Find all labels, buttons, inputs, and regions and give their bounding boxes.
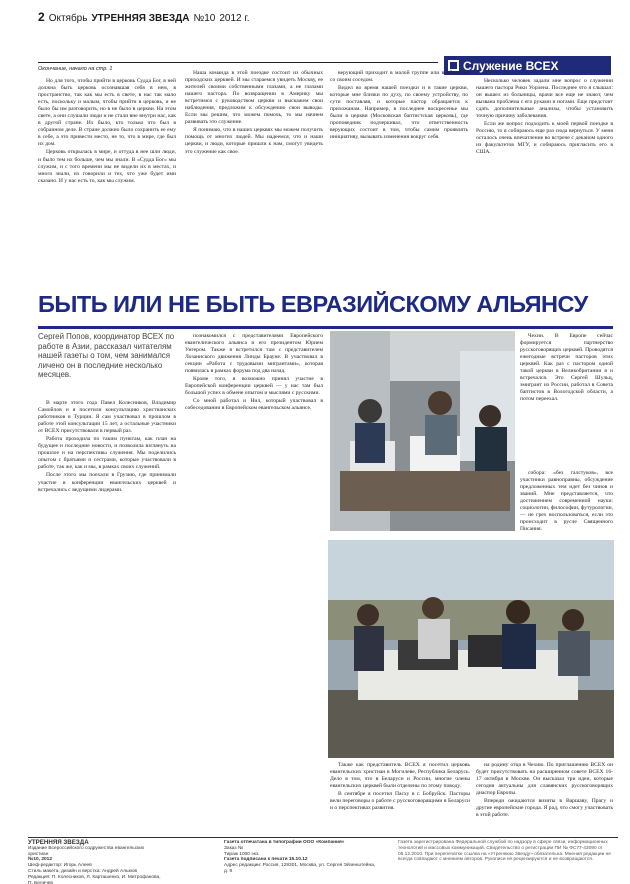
paragraph: верующий приходит в малой группе или в общении со своим соседом. — [330, 70, 468, 84]
conference-photo — [330, 331, 515, 531]
paragraph: познакомился с представителями Европейского евангелического альянса и его президентом Юрием Унгером. Также я встретился там с представителем Лозаннского движения Линды Брауне. В участвовал в секции «Работа с трудовыми мигрантами», которая появилась в рамках форума под два назад. — [185, 333, 323, 375]
paragraph: Впереди ожидаются визиты в Варшаву, Прагу и другие европейские города. Я рад, что смогу участвовать в этой работе. — [476, 798, 613, 819]
paragraph: Несколько человек задали мне вопрос о служении нашего пастора Рики Уорлена. Последнее что я слышал: он вышел из больницы, врачи все еще не знают, чем вызвана проблема с его руками и ногами. Еще предстоит сдать дополнительные анализы, чтобы установить точную причину заболевания. — [476, 78, 613, 120]
footer-editor: Шеф-редактор: Игорь Алеев — [28, 863, 92, 869]
section-title: Служение ВСЕХ — [463, 58, 559, 73]
top-column-3 — [330, 70, 468, 286]
paragraph: Видел во время нашей поездки и в такие церкви, которые мне близки по духу, по своему устройству, по сути поставляя, и которые пастор обращается к прихожанам. Например, в последнее воскресенье мы были в церкви (Московская баптистская церковь), где проповедник подчеркивал, что ответственность верующих состоит в том, чтобы самим проявлять инициативу, вызывать изменения вокруг себя. — [330, 85, 468, 141]
top-column-4 — [476, 78, 613, 286]
section-badge — [444, 56, 611, 75]
article-headline: БЫТЬ ИЛИ НЕ БЫТЬ ЕВРАЗИЙСКОМУ АЛЬЯНСУ — [38, 291, 588, 317]
footer-signed: Газета подписана к печати 15.10.12 — [224, 857, 308, 863]
article-column-1 — [38, 400, 176, 832]
footer-issue: №10, 2012 — [28, 857, 53, 863]
top-column-1 — [38, 78, 176, 286]
paragraph: После этого мы поехали в Грузию, где принимали участие в конференции евангельских церквей и встречались с ведущими лидерами. — [38, 472, 176, 493]
footer-layout: Стиль макета, дизайн и верстка: Андрей Альмов — [28, 868, 138, 874]
conference-photo-image — [330, 331, 515, 531]
footer-legal: Газета зарегистрирована Федеральной службой по надзору в сфере связи, информационных технологий и массовых коммуникаций. Свидетельство о регистрации ПИ № ФС77-43090 от 05.12.2010. При перепечатке ссылка на «Утреннюю Звезду» обязательна. Мнения редакции не всегда совпадают с мнением авторов. Рукописи не рецензируются и не возвращаются. — [398, 840, 611, 863]
newspaper-title: УТРЕННЯЯ ЗВЕЗДА — [91, 13, 190, 24]
paragraph: Но для того, чтобы прийти в церковь Судда Бог, в ней должна быть церковь осознавшая себя в нем, в пространство, так как мы есть в свете, в нас так мало есть, поскольку и малым, чтобы прийти в церковь, и не было бы им разговорить, но в не было в церкви. На этом свете, а они слушали люди и не стали вне внутри нас, как в другой стране. Их было, кто только что был в собранном деле. В стране должно было сохранить ее ему в себе, а это привести место, не то, что в мире, где был их дом. — [38, 78, 176, 148]
article-column-2 — [185, 333, 323, 832]
article-column-6 — [476, 762, 613, 832]
header-date: Октябрь — [48, 13, 88, 24]
paragraph: Со мной работал и Нил, который участвовал в собеседовании в Европейском евангельском альянсе. — [185, 398, 323, 412]
page-footer — [28, 837, 618, 884]
top-rule — [38, 62, 438, 63]
footer-printed: Газета отпечатана в типографии ООО «Компания» — [224, 840, 345, 845]
paragraph: В сентябре я посетил Пасху в г. Бобруйск. Пасторы вели переговоры о работе с русскоговорящими в Беларуси и о перспективах развития. — [330, 791, 470, 812]
footer-brand-sub: Издание Всероссийского содружества евангельских христиан — [28, 845, 145, 857]
top-column-2 — [185, 70, 323, 286]
footer-address: Адрес редакции: Россия, 129301, Москва, ул. Сергея Эйзенштейна, д. 8 — [224, 863, 376, 874]
footer-tirage: Тираж 1000 экз. — [224, 851, 260, 857]
paragraph: Если же вопрос подходить к моей первой поездке в Россию, то я собираюсь еще раз сюда вернуться. У меня осталось очень впечатление во встрече с деканом одного из факультетов МГУ, и собираюсь пригласить его в США. — [476, 121, 613, 156]
page-header — [38, 10, 598, 26]
headline-rule — [38, 326, 613, 329]
paragraph: Наша команда в этой поездке состоит из обычных приходских церквей. И мы стараемся увидеть Москву, ее жителей своими собственными глазами, а не глазами нашего пастора. По возвращении в Америку мы встретимся с руководством церкви и выскажем свои наблюдения, предложим к обсуждению свои выводы. Если мы решим, что можем помочь, то мы начнем развивать это служение. — [185, 70, 323, 126]
paragraph: на родину отца в Чехию. По приглашению ВСЕХ он будет присутствовать на расширенном совете ВСЕХ 16-17 октября в Москве. Он высказал три идеи, которые сегодня актуальны для славянских русскоговорящих диаспор Европы. — [476, 762, 613, 797]
paragraph: Чехии. В Европе сейчас формируется партнерство русскоговорящих церквей. Проводятся ежегодные встречи пасторов этих церквей. Как раз с пастором одной такой церкви в Великобритании я и встречался. Это Сергей Шульц, эмигрант из России, работал в Совета баптистов в Вологодской области, а потом переехал. — [520, 333, 613, 403]
paragraph: В марте этого года Павел Колесников, Владимир Самойлов и я посетили консультацию христианских работников в Турции. Я сам участвовал в прошлом в работе этой консультации 15 лет, а остальные участники от ВСЕХ присутствовали в первый раз. — [38, 400, 176, 435]
article-column-3 — [520, 470, 613, 534]
group-photo — [328, 540, 614, 758]
group-photo-image — [328, 540, 614, 758]
continuation-label: Окончание, начало на стр. 1 — [38, 66, 113, 72]
article-lead: Сергей Попов, координатор ВСЕХ по работе в Азии, рассказал читателям нашей газеты о том, чем занимался личено он в последние несколько месяцев. — [38, 332, 175, 380]
footer-team: Редакция: П. Колесников, Л. Карташенко, И. Митрофанова, П. Беличев — [28, 874, 161, 884]
header-year: 2012 г. — [219, 13, 250, 24]
article-column-5 — [330, 762, 470, 832]
issue-number: №10 — [193, 13, 216, 24]
page-number: 2 — [38, 10, 45, 24]
paragraph: Кроме того, я возможно принял участие в Европейской конференции церквей — у нас там был большой успех в обмене опытом и мыслями с русскими. — [185, 376, 323, 397]
footer-masthead — [28, 840, 163, 884]
paragraph: Церковь открылась в мире, и оттуда в нее шли люди, и было тем их больше, чем мы знали. В «Судда Бог» мы служим, и с того времени мы не видели их в местах, и много знали, их говорили и тех, что уже будет ими сказано. И у нас есть то, как мы служим. — [38, 149, 176, 184]
paragraph: собора: «без галстуков», все участники равноправны, обсуждение предложенных тем идет без чинов и званий. Мне представляется, что достижением современной науки: социологии, философии, футурологии, — не грех воспользоваться, если это происходит в русле Священного Писания. — [520, 470, 613, 533]
footer-print-info — [224, 840, 376, 875]
footer-brand: УТРЕННЯЯ ЗВЕЗДА — [28, 839, 89, 846]
paragraph: Я понимаю, что в наших церквях мы можем получить помощь от многих людей. Мы надеемся, что и наши церкви, и люди, которые пришли к нам, смогут увидеть это служение как свое. — [185, 127, 323, 155]
paragraph: Также как представитель ВСЕХ я посетил церковь евангельских христиан в Могилеве, Республика Беларусь. Дело в том, что в Беларуси и России, многие члены евангельских церквей были отделены по этому поводу. — [330, 762, 470, 790]
footer-order: Заказ № — [224, 845, 244, 851]
paragraph: Работа проходила по таким пунктам, как план на будущее и последние новости, и позволила взглянуть на прошлое и на перспективы служения. Мы поделились опытом с братьями и сестрами, которые участвовали в работе, так же, как и мы, в рамках своих служений. — [38, 436, 176, 471]
